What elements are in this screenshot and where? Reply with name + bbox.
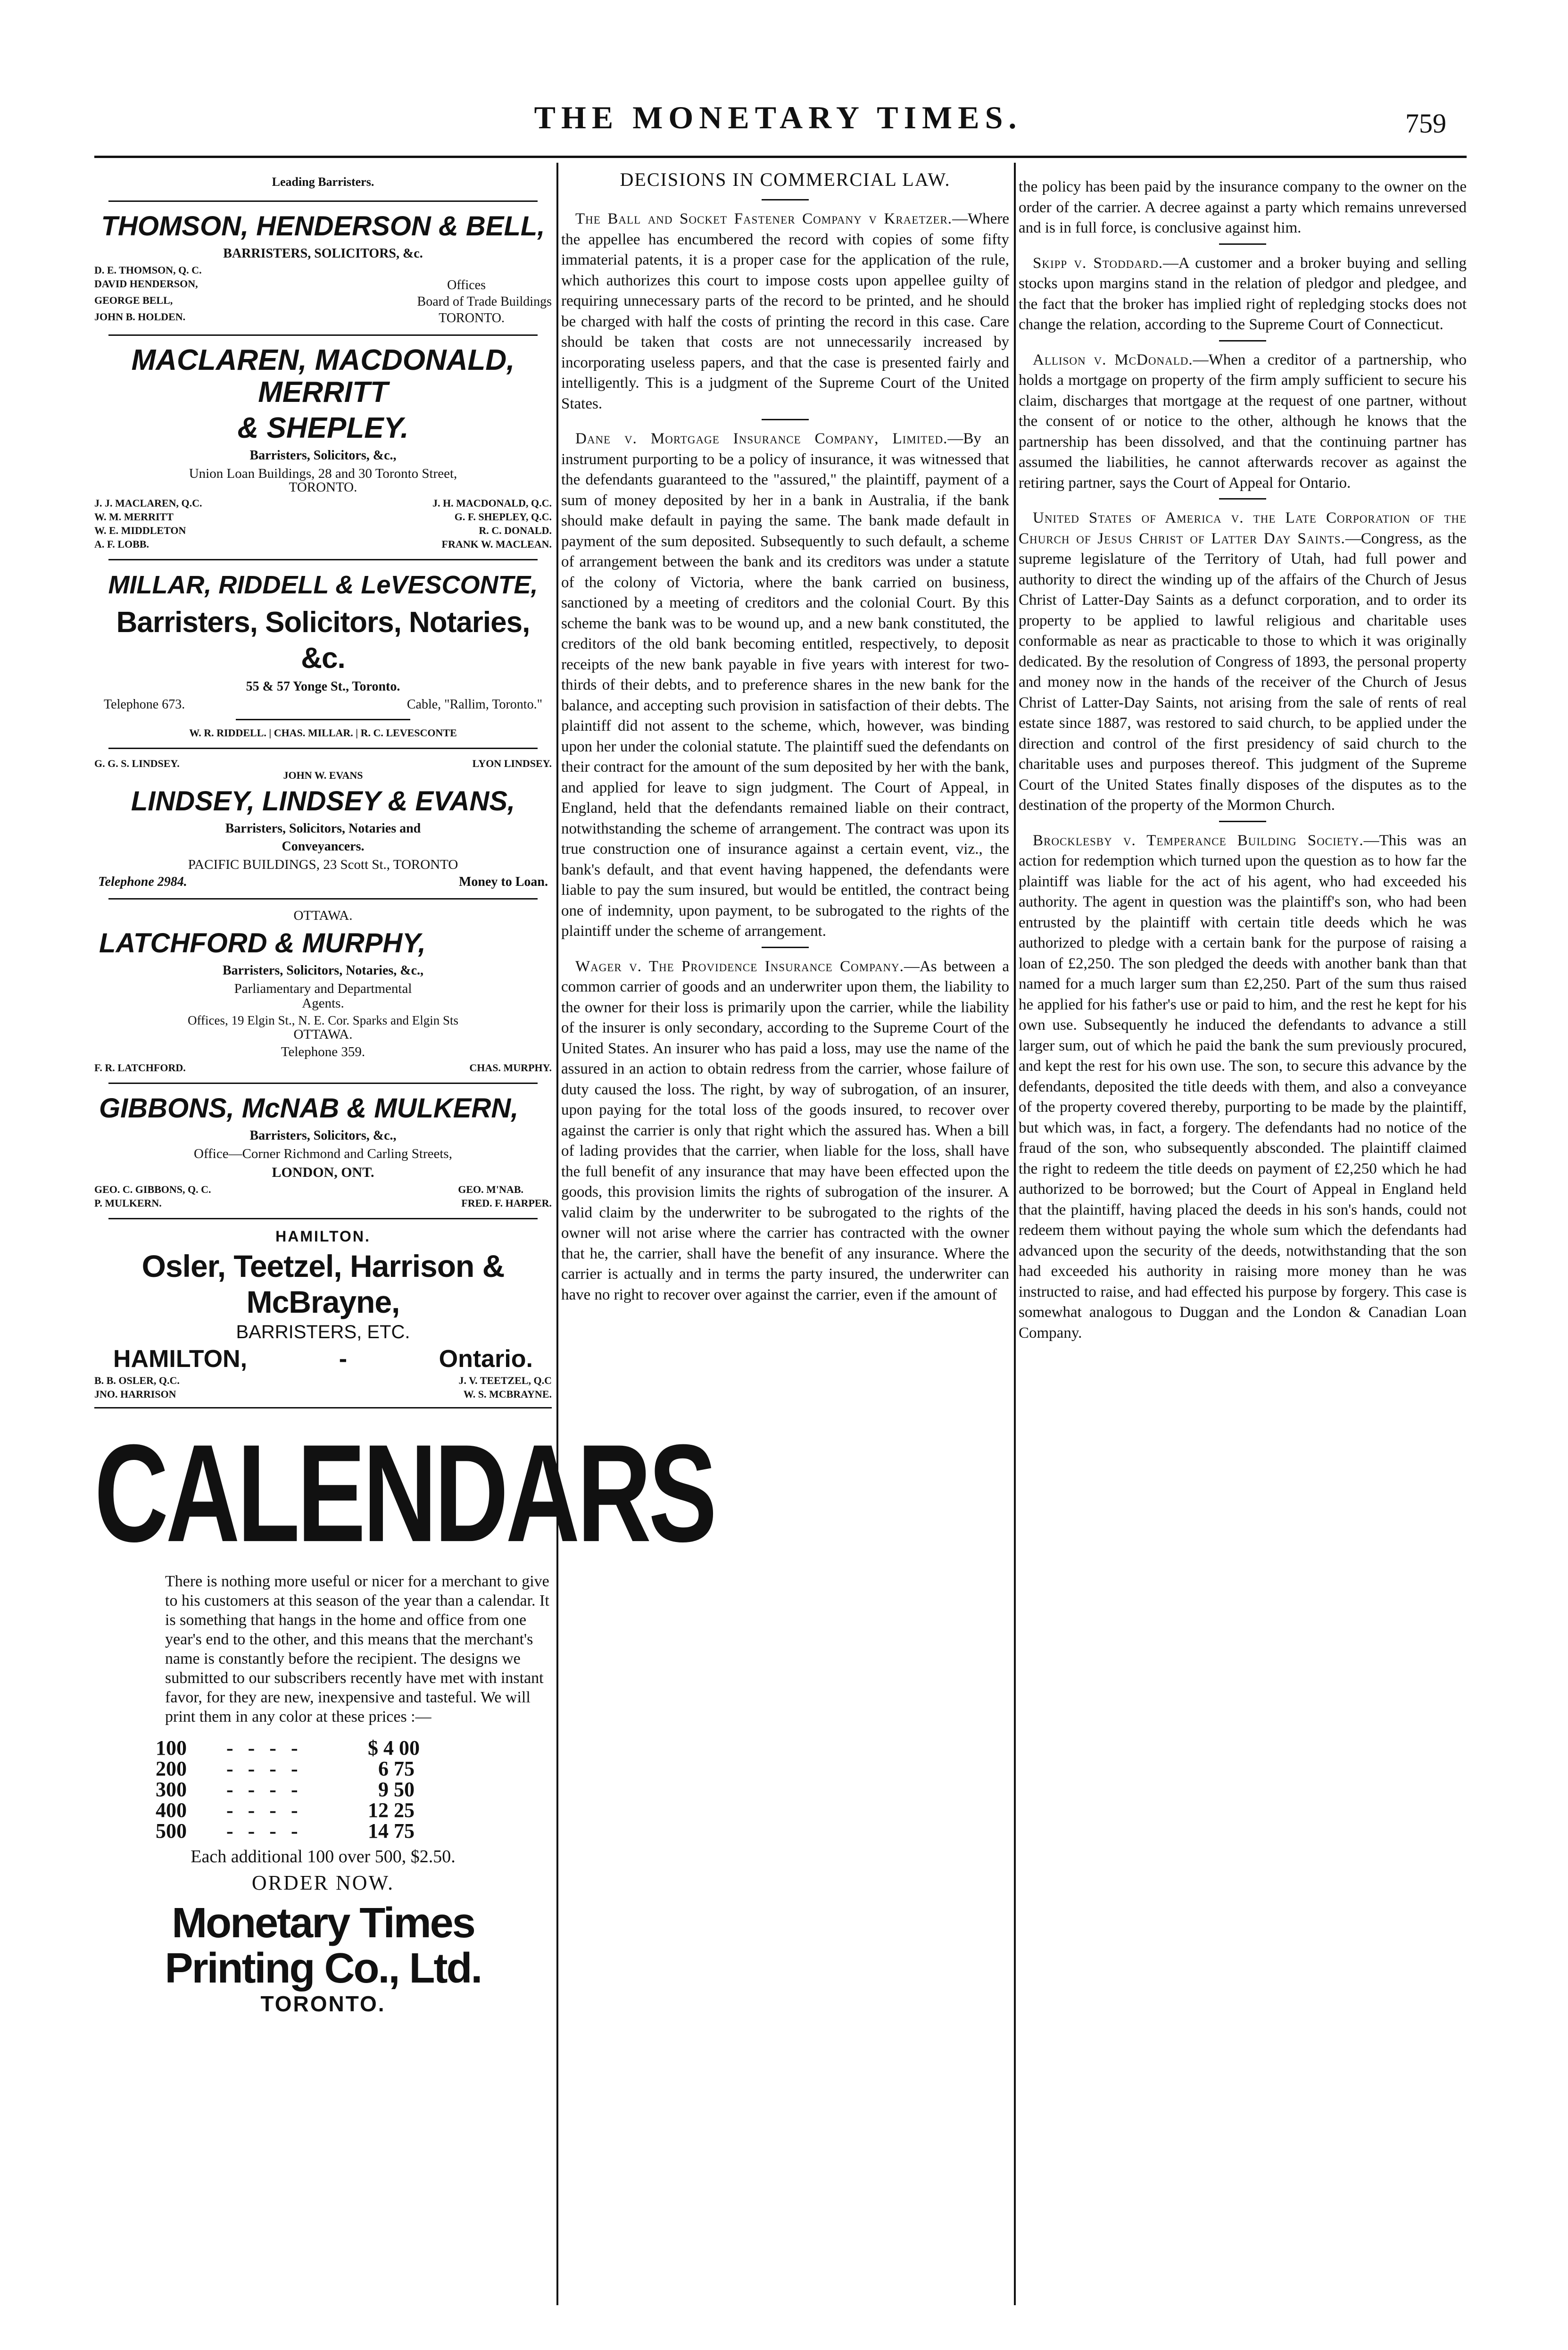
- advertisements-column: [94, 163, 714, 2305]
- partner-name: GEO. M'NAB.: [458, 1183, 523, 1195]
- case-text: —Where the appellee has encumbered the record with copies of some fifty immaterial patents, it is a proper case for the application of the rule, which authorizes this court to impose costs upon appellee guilty of requiring unnecessary parts of the record to be printed, and he should be charged with half the costs of printing the record in this case. Care should be taken that costs are not unnecessarily increased by incorporating useless papers, and that the case is presented fairly and intelligently. This is a judgment of the Supreme Court of the United States.: [561, 210, 1009, 412]
- price: 6 75: [378, 1757, 415, 1780]
- city-name: HAMILTON,: [113, 1345, 248, 1373]
- firm-address: PACIFIC BUILDINGS, 23 Scott St., TORONTO: [188, 857, 458, 872]
- price: $ 4 00: [368, 1736, 420, 1759]
- province-name: Ontario.: [439, 1345, 533, 1373]
- firm-subtitle-line2: Conveyancers.: [282, 839, 365, 854]
- partner-name: G. F. SHEPLEY, Q.C.: [454, 511, 552, 523]
- office-city: OTTAWA.: [293, 908, 353, 923]
- page-number: 759: [1405, 108, 1446, 139]
- divider: [762, 199, 809, 200]
- name-row: [94, 497, 552, 509]
- partner-name: A. F. LOBB.: [94, 538, 149, 550]
- loan-notice: Money to Loan.: [459, 875, 548, 889]
- case-name: The Ball and Socket Fastener Company v Kraetzer.: [575, 210, 953, 227]
- case-text: —Congress, as the supreme legislature of the Territory of Utah, had full power and authority to direct the winding up of the affairs of the Church of Jesus Christ of Latter-Day Saints as a defunct corporation, and to order its property to be applied to lawful religious and charitable uses conformable as near as practicable to those to which it was originally dedicated. By the resolution of Congress of 1893, the personal property and money now in the hands of the receiver of the Church of Jesus Christ of Latter-Day Saints, not arising from the sale of rents of real estate since 1887, was restored to said church, to be applied under the direction and control of the first presidency of said church to the charitable uses and purposes thereof. This judgment of the Supreme Court of the United States finally disposes of the disputes as to the destination of the property of the Mormon Church.: [1019, 530, 1467, 814]
- firm-subtitle: Barristers, Solicitors, Notaries, &c.: [116, 606, 530, 675]
- partner-name: CHAS. MURPHY.: [469, 1062, 552, 1074]
- divider: [108, 200, 538, 202]
- calendars-headline: CALENDARS: [94, 1416, 714, 1571]
- firm-name: MILLAR, RIDDELL & LeVESCONTE,: [108, 571, 538, 599]
- column-divider: [1014, 163, 1016, 2305]
- ad-thomson: [94, 210, 552, 326]
- divider: [1219, 498, 1266, 500]
- name-row: [94, 264, 552, 276]
- ad-millar: [94, 569, 552, 739]
- leader: - - - -: [226, 1757, 303, 1780]
- price-row: [156, 1779, 439, 1800]
- case-paragraph: [561, 957, 1009, 1306]
- case-paragraph: [1019, 253, 1467, 335]
- ad-osler: [94, 1228, 552, 1400]
- partner-name: W. M. MERRITT: [94, 511, 174, 523]
- quantity: 100: [156, 1736, 187, 1759]
- case-paragraph: [1019, 350, 1467, 494]
- cable-address: Cable, "Rallim, Toronto.": [407, 697, 542, 712]
- name-row: [94, 278, 552, 293]
- name-row: [94, 538, 552, 550]
- price: 9 50: [378, 1778, 415, 1801]
- additional-price: Each additional 100 over 500, $2.50.: [191, 1847, 456, 1867]
- quantity: 200: [156, 1757, 187, 1780]
- name-row: [94, 1388, 552, 1400]
- quantity: 400: [156, 1799, 187, 1822]
- firm-name-line2: & SHEPLEY.: [237, 412, 409, 444]
- firm-name: Osler, Teetzel, Harrison & McBrayne,: [141, 1249, 505, 1319]
- case-name: Dane v. Mortgage Insurance Company, Limited.: [575, 430, 948, 447]
- case-text: —By an instrument purporting to be a policy of insurance, it was witnessed that the defendants guaranteed to the "assured," the plaintiff, payment of a sum of money deposited by her in a bank in Australia, if the bank should make default in paying the same. The bank made default in payment of the sum deposited. Subsequently to such default, a scheme of arrangement between the bank and its creditors was under a statute of the colony of Victoria, where the bank carried on business, sanctioned by a meeting of creditors and the colonial Court. By this scheme the bank was to be wound up, and a new bank constituted, the creditors of the old bank becoming entitled, respectively, to deposit receipts of the new bank payable in five years with interest for two-thirds of their debts, and to preference shares in the new bank for the balance, and accepting such provision in satisfaction of their debts. The plaintiff did not assent to the scheme, which, however, was binding upon her under the colonial statute. The plaintiff sued the defendants on their contract for the amount of the sum deposited by her with the bank, and applied for leave to sign judgment. The Court of Appeal, in England, held that the defendants remained liable on their contract, notwithstanding the scheme of arrangement. The contract was upon its true construction one of insurance against a certain event, viz., the bank's default, and that event having happened, the defendants were liable to pay the sum insured, but would be entitled, the contract being one of indemnity, upon payment, to be subrogated to the rights of the plaintiff under the scheme of arrangement.: [561, 430, 1009, 940]
- divider: [1219, 243, 1266, 245]
- printing-company: Monetary Times Printing Co., Ltd.: [165, 1900, 481, 1992]
- firm-address: Union Loan Buildings, 28 and 30 Toronto Street,: [189, 466, 457, 481]
- city-line: [94, 1345, 552, 1373]
- name-row: [94, 758, 552, 770]
- company-city: TORONTO.: [260, 1992, 386, 2016]
- price: 12 25: [368, 1799, 415, 1822]
- case-text: —As between a common carrier of goods and an underwriter upon them, the liability to the owner for their loss is primarily upon the carrier, while the liability of the insurer is only secondary, according to the Supreme Court of the United States. An insurer who has paid a loss, may use the name of the assured in an action to obtain redress from the carrier, whose failure of duty caused the loss. The right, by way of subrogation, of an insurer, upon paying for the total loss of the goods insured, to recover over against the carrier is only that right which the assured has. When a bill of lading provides that the carrier, when liable for the loss, shall have the full benefit of any insurance that may have been effected upon the goods, this provision limits the rights of subrogation of the insurer. A valid claim by the underwriter to be subrogated to the rights of the owner will not arise where the carrier has contracted with the owner that he, the carrier, shall have the benefit of any insurance. Where the carrier is actually and in terms the party insured, the underwriter can have no right to recover over against the carrier, even if the amount of: [561, 958, 1009, 1303]
- ad-maclaren: [94, 344, 552, 550]
- firm-name: THOMSON, HENDERSON & BELL,: [101, 211, 545, 242]
- case-paragraph: [1019, 508, 1467, 816]
- case-paragraph: [561, 209, 1009, 414]
- firm-subtitle: Barristers, Solicitors, &c.,: [249, 448, 397, 463]
- article-column-right: [1019, 163, 1467, 2305]
- quantity: 300: [156, 1778, 187, 1801]
- firm-subtitle: Barristers, Solicitors, &c.,: [249, 1128, 397, 1143]
- firm-city: OTTAWA.: [293, 1027, 353, 1042]
- partner-name: DAVID HENDERSON,: [94, 278, 198, 290]
- offices-label: Offices: [447, 278, 486, 292]
- divider: [236, 719, 410, 720]
- partner-name: JOHN B. HOLDEN.: [94, 311, 186, 323]
- firm-name: MACLAREN, MACDONALD, MERRITT: [131, 344, 515, 408]
- article-column-middle: [561, 163, 1009, 2305]
- partner-name: LYON LINDSEY.: [472, 758, 552, 769]
- case-name: Brocklesby v. Temperance Building Society.: [1033, 832, 1364, 849]
- firm-name: LATCHFORD & MURPHY,: [99, 928, 426, 958]
- case-name: Wager v. The Providence Insurance Company.: [575, 958, 904, 975]
- partner-name: GEORGE BELL,: [94, 294, 173, 306]
- firm-address: Office—Corner Richmond and Carling Streets,: [194, 1146, 452, 1161]
- name-row: [94, 294, 552, 309]
- divider: [108, 898, 538, 900]
- ad-lindsey: [94, 758, 552, 890]
- case-paragraph: [561, 429, 1009, 942]
- case-text: —When a creditor of a partnership, who holds a mortgage on property of the firm amply sufficient to secure his claim, discharges that mortgage at the request of one partner, without the consent of or notice to the other, although he knows that the partnership has been dissolved, and that the continuing partner has assumed the liabilities, he cannot afterwards recover as against the retiring partner, says the Court of Appeal for Ontario.: [1019, 351, 1467, 492]
- contact-row: [94, 697, 552, 712]
- firm-subtitle: BARRISTERS, ETC.: [236, 1322, 410, 1342]
- ad-calendars: [94, 1416, 714, 2017]
- office-address: Board of Trade Buildings: [417, 294, 552, 309]
- telephone: Telephone 673.: [104, 697, 185, 712]
- section-title: Leading Barristers.: [272, 175, 374, 189]
- partner-names: W. R. RIDDELL. | CHAS. MILLAR. | R. C. LEVESCONTE: [189, 727, 457, 739]
- case-name: Allison v. McDonald.: [1033, 351, 1193, 368]
- case-paragraph: [1019, 177, 1467, 239]
- divider: [108, 334, 538, 336]
- office-city: TORONTO.: [439, 311, 505, 325]
- column-divider: [556, 163, 558, 2305]
- name-row: [94, 525, 552, 537]
- telephone: Telephone 359.: [281, 1044, 365, 1059]
- firm-name: LINDSEY, LINDSEY & EVANS,: [131, 786, 515, 817]
- case-text: —This was an action for redemption which turned upon the question as to how far the plaintiff was liable for the act of his agent, who had exceeded his authority. The agent in question was the plaintiff's son, who had been entrusted by the plaintiff with certain title deeds which he was authorized to pledge with a certain bank for the purpose of raising a loan of £2,250. The son pledged the deeds with another bank than that named for a much larger sum than £2,250. Part of the sum thus raised he applied for his father's use or paid to him, and the rest he kept for his own use. Subsequently he induced the defendants to advance a still larger sum, out of which he paid the bank the sum previously procured, and kept the rest for his own use. The son, to secure this advance by the defendants, deposited the title deeds with them, and also a conveyance of the property covered thereby, purporting to be made by the plaintiff, but which was, in fact, a forgery. The defendants had no notice of the fraud of the son, who subsequently absconded. The plaintiff claimed the right to redeem the title deeds on payment of £2,250 which he had authorized to be borrowed; but the Court of Appeal in England held that the plaintiff, having placed the deeds in his son's hands, could not redeem them without paying the whole sum which the defendants had advanced upon the security of the deeds, notwithstanding that the son had exceeded his authority in raising more money than he was instructed to raise, and had effected his purpose by forgery. This case is somewhat analogous to Duggan and the London & Canadian Loan Company.: [1019, 832, 1467, 1342]
- partner-name: R. C. DONALD.: [479, 525, 552, 536]
- firm-subtitle: Barristers, Solicitors, Notaries, &c.,: [222, 963, 424, 978]
- firm-city: TORONTO.: [289, 480, 357, 495]
- quantity: 500: [156, 1819, 187, 1842]
- name-row: [94, 1183, 552, 1196]
- name-row: [94, 1062, 552, 1074]
- price-row: [156, 1738, 439, 1758]
- price-row: [156, 1800, 439, 1821]
- calendars-text: There is nothing more useful or nicer for a merchant to give to his customers at this season of the year than a calendar. It is something that hangs in the home and office from one year's end to the other, and this means that the merchant's name is constantly before the recipient. The designs we submitted to our subscribers recently have met with instant favor, for they are new, inexpensive and tasteful. We will print them in any color at these prices :—: [165, 1573, 549, 1725]
- case-text: the policy has been paid by the insurance company to the owner on the order of the carrier. A decree against a party which remains unreversed and is in full force, is conclusive against him.: [1019, 178, 1467, 236]
- divider: [108, 1218, 538, 1219]
- contact-row: [94, 875, 552, 890]
- partner-name: G. G. S. LINDSEY.: [94, 758, 180, 769]
- article-heading: DECISIONS IN COMMERCIAL LAW.: [620, 169, 951, 190]
- order-now: ORDER NOW.: [251, 1871, 395, 1894]
- partner-name: B. B. OSLER, Q.C.: [94, 1375, 180, 1386]
- masthead-title: THE MONETARY TIMES.: [534, 100, 1022, 135]
- partner-name: J. H. MACDONALD, Q.C.: [432, 497, 552, 509]
- leader: - - - -: [226, 1819, 303, 1842]
- firm-description: Parliamentary and Departmental: [234, 981, 412, 996]
- ad-gibbons: [94, 1092, 552, 1209]
- divider: [108, 1083, 538, 1084]
- partner-name: W. E. MIDDLETON: [94, 525, 186, 536]
- partner-name: F. R. LATCHFORD.: [94, 1062, 186, 1074]
- case-name: United States of America v. the Late Corporation of the Church of Jesus Christ of Latter Day Saints.: [1019, 509, 1467, 547]
- divider: [1219, 821, 1266, 822]
- partner-name: W. S. MCBRAYNE.: [463, 1388, 552, 1400]
- firm-address: 55 & 57 Yonge St., Toronto.: [246, 679, 400, 694]
- case-text: —A customer and a broker buying and selling stocks upon margins stand in the relation of pledgor and pledgee, and the fact that the broker has implied right of repledging stocks does not change the relation, according to the Supreme Court of Connecticut.: [1019, 254, 1467, 333]
- partner-name: FRANK W. MACLEAN.: [441, 538, 552, 550]
- partner-name: J. J. MACLAREN, Q.C.: [94, 497, 202, 509]
- leader: - - - -: [226, 1736, 303, 1759]
- firm-name: GIBBONS, McNAB & MULKERN,: [99, 1093, 519, 1124]
- name-row: [94, 511, 552, 523]
- firm-description-2: Agents.: [302, 996, 344, 1011]
- firm-subtitle: BARRISTERS, SOLICITORS, &c.: [223, 246, 423, 261]
- price: 14 75: [368, 1819, 415, 1842]
- name-row: [94, 1197, 552, 1209]
- partner-name: P. MULKERN.: [94, 1197, 162, 1209]
- divider: [762, 947, 809, 948]
- city-dash: -: [339, 1345, 348, 1373]
- firm-city: LONDON, ONT.: [272, 1165, 374, 1180]
- divider: [762, 419, 809, 420]
- divider: [108, 559, 538, 560]
- partner-name: D. E. THOMSON, Q. C.: [94, 264, 202, 276]
- leader: - - - -: [226, 1778, 303, 1801]
- price-list: [156, 1738, 552, 1842]
- name-row: [94, 1375, 552, 1387]
- partner-name: JNO. HARRISON: [94, 1388, 176, 1400]
- price-row: [156, 1821, 439, 1842]
- partner-name: JOHN W. EVANS: [283, 769, 363, 781]
- header-rule: [94, 156, 1467, 158]
- price-row: [156, 1758, 439, 1779]
- case-name: Skipp v. Stoddard.: [1033, 254, 1163, 272]
- partner-name: FRED. F. HARPER.: [461, 1197, 552, 1209]
- case-paragraph: [1019, 831, 1467, 1344]
- firm-subtitle: Barristers, Solicitors, Notaries and: [225, 821, 421, 836]
- telephone: Telephone 2984.: [98, 875, 187, 889]
- divider: [94, 1407, 552, 1408]
- partner-name: GEO. C. GIBBONS, Q. C.: [94, 1183, 211, 1195]
- leader: - - - -: [226, 1799, 303, 1822]
- partner-name: J. V. TEETZEL, Q.C: [458, 1375, 552, 1386]
- ad-latchford: [94, 908, 552, 1074]
- firm-address: Offices, 19 Elgin St., N. E. Cor. Sparks and Elgin Sts: [188, 1013, 458, 1027]
- name-row: [94, 311, 552, 326]
- divider: [108, 748, 538, 749]
- divider: [1219, 340, 1266, 342]
- office-city: HAMILTON.: [275, 1228, 371, 1245]
